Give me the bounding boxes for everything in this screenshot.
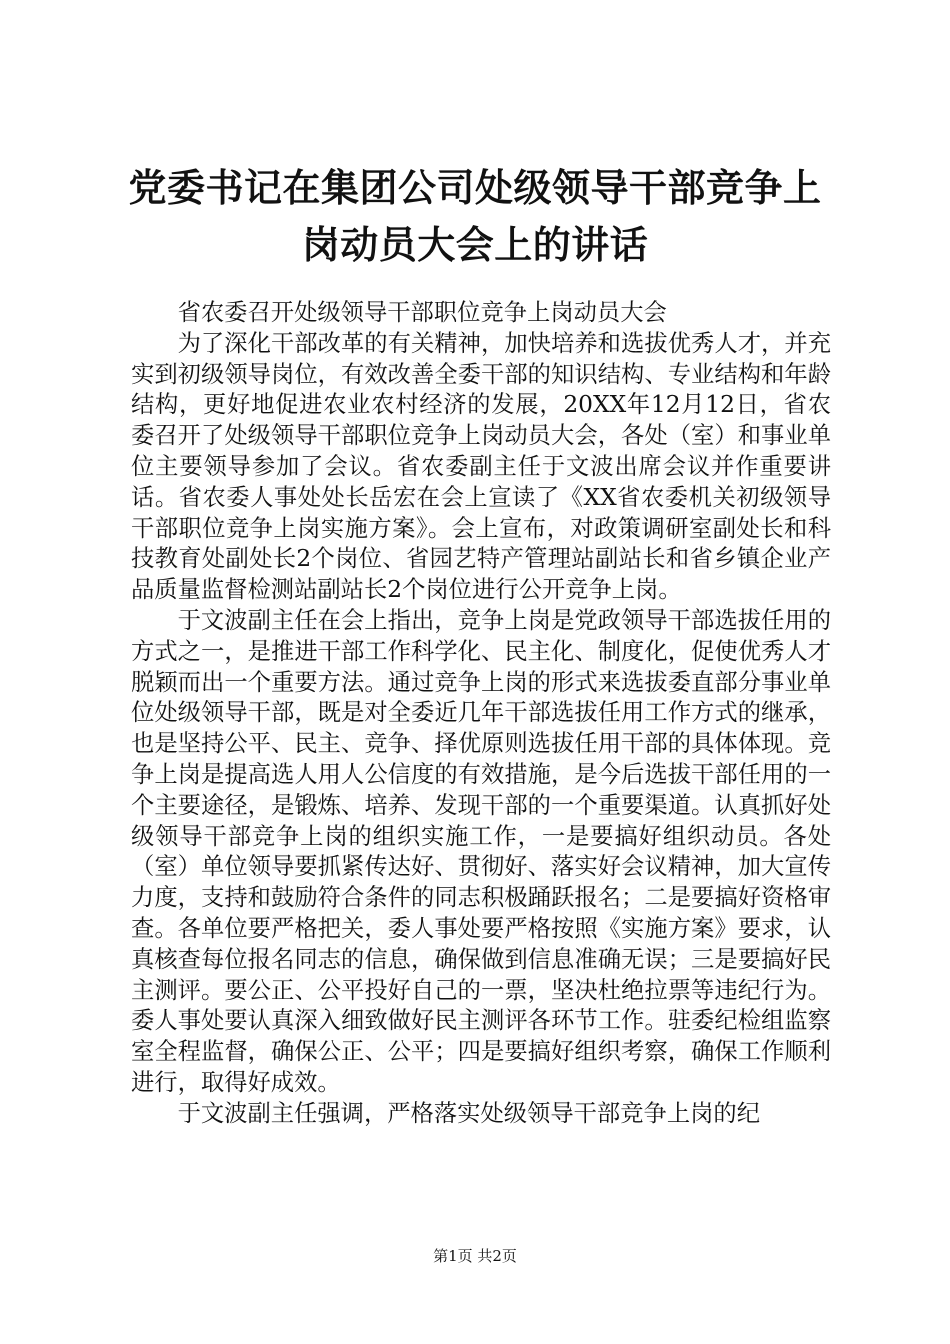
paragraph-subtitle: 省农委召开处级领导干部职位竞争上岗动员大会 bbox=[177, 299, 667, 326]
document-body bbox=[131, 298, 831, 1130]
paragraph-speech-points: 于文波副主任在会上指出，竞争上岗是党政领导干部选拔任用的方式之一，是推进干部工作科学化、民主化、制度化，促使优秀人才脱颖而出一个重要方法。通过竞争上岗的形式来选拔委直部分事业单位处级领导干部，既是对全委近几年干部选拔任用工作方式的继承，也是坚持公平、民主、竞争、择优原则选拔任用干部的具体体现。竞争上岗是提高选人用人公信度的有效措施，是今后选拔干部任用的一个主要途径，是锻炼、培养、发现干部的一个重要渠道。认真抓好处级领导干部竞争上岗的组织实施工作，一是要搞好组织动员。各处（室）单位领导要抓紧传达好、贯彻好、落实好会议精神，加大宣传力度，支持和鼓励符合条件的同志积极踊跃报名；二是要搞好资格审查。各单位要严格把关，委人事处要严格按照《实施方案》要求，认真核查每位报名同志的信息，确保做到信息准确无误；三是要搞好民主测评。要公正、公平投好自己的一票，坚决杜绝拉票等违纪行为。委人事处要认真深入细致做好民主测评各环节工作。驻委纪检组监察室全程监督，确保公正、公平；四是要搞好组织考察，确保工作顺利进行，取得好成效。 bbox=[131, 606, 831, 1096]
document-title: 党委书记在集团公司处级领导干部竞争上岗动员大会上的讲话 bbox=[128, 166, 822, 267]
paragraph-emphasis: 于文波副主任强调，严格落实处级领导干部竞争上岗的纪 bbox=[177, 1099, 761, 1127]
paragraph-intro: 为了深化干部改革的有关精神，加快培养和选拔优秀人才，并充实到初级领导岗位，有效改善全委干部的知识结构、专业结构和年龄结构，更好地促进农业农村经济的发展，20XX年12月12日，省农委召开了处级领导干部职位竞争上岗动员大会，各处（室）和事业单位主要领导参加了会议。省农委副主任于文波出席会议并作重要讲话。省农委人事处处长岳宏在会上宣读了《XX省农委机关初级领导干部职位竞争上岗实施方案》。会上宣布，对政策调研室副处长和科技教育处副处长2个岗位、省园艺特产管理站副站长和省乡镇企业产品质量监督检测站副站长2个岗位进行公开竞争上岗。 bbox=[131, 329, 831, 604]
page-footer: 第1页 共2页 bbox=[433, 1247, 517, 1265]
